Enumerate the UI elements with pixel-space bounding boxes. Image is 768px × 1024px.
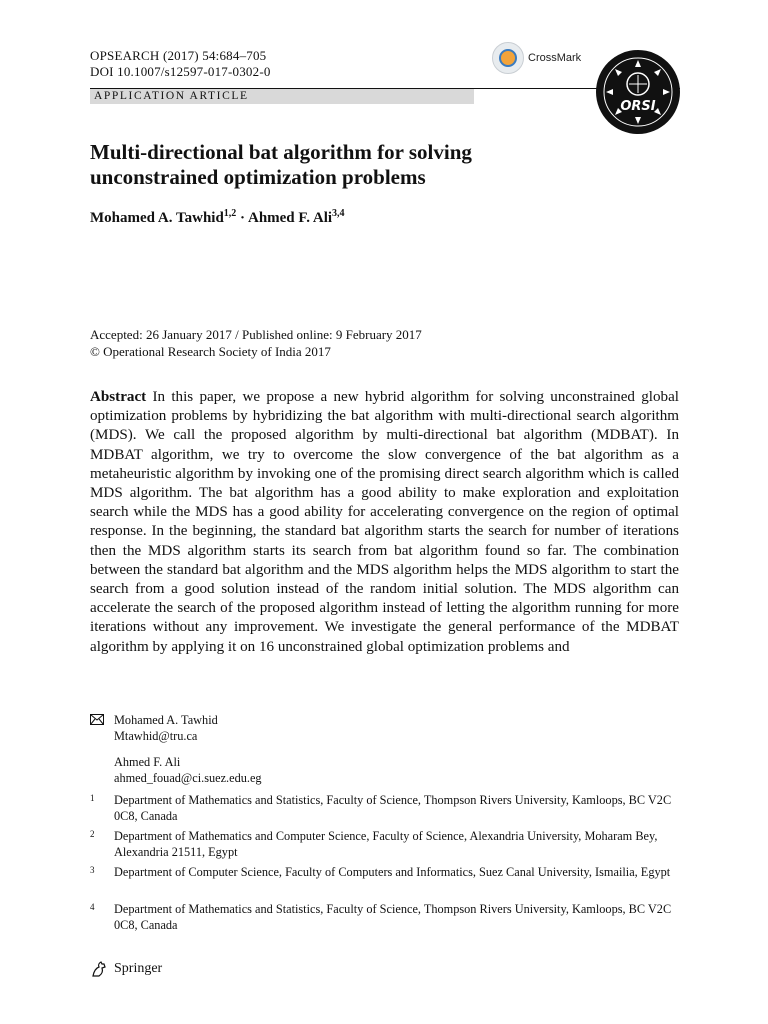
affiliation-footnote [90,864,680,880]
crossmark-icon [492,42,524,74]
envelope-icon [90,712,114,786]
contact-name: Ahmed F. Ali [114,755,181,769]
section-label: APPLICATION ARTICLE [94,90,249,102]
affiliation-number: 1 [90,793,95,803]
affiliation-number: 3 [90,865,95,875]
affiliation-number: 2 [90,829,95,839]
affiliation-text: Department of Mathematics and Statistics, Faculty of Science, Thompson Rivers University, Kamloops, BC V2C 0C8, Canada [114,902,672,932]
orsi-logo-text: ORSI [620,99,656,114]
abstract-text: In this paper, we propose a new hybrid algorithm for solving unconstrained global optimization problems by hybridizing the bat algorithm with multi-directional search algorithm (MDS). We call the proposed algorithm by multi-directional bat algorithm (MDBAT). In MDBAT algorithm, we try to overcome the slow convergence of the bat algorithm as a metaheuristic algorithm by invoking one of the promising direct search algorithm which is called MDS algorithm. The bat algorithm has a good ability to make exploration and exploitation search while the MDS has a good ability for accelerating convergence on the region of optimal response. In the beginning, the standard bat algorithm starts the search for number of iterations then the MDS algorithm starts its search from bat algorithm found so far. The combination between the standard bat algorithm and the MDS algorithm helps the MDS algorithm to start the search from a good solution instead of the random initial solution. The MDS algorithm can accelerate the search of the proposed algorithm instead of letting the algorithm running for more iterations without any improvement. We investigate the general performance of the MDBAT algorithm by applying it on 16 unconstrained global optimization problems and [90,389,679,655]
author-separator: · [236,210,248,226]
publication-dates [90,326,422,360]
journal-citation: OPSEARCH (2017) 54:684–705 [90,48,267,63]
affiliation-text: Department of Mathematics and Statistics, Faculty of Science, Thompson Rivers University, Kamloops, BC V2C 0C8, Canada [114,793,672,823]
abstract-heading: Abstract [90,389,147,405]
affiliation-footnote [90,792,680,824]
contact-entry [90,712,680,786]
springer-horse-icon [90,960,108,978]
crossmark-label: CrossMark [528,52,582,64]
affiliation-footnote [90,901,680,933]
publisher-name: Springer [114,961,163,976]
author-affiliation-ref: 1,2 [223,208,237,219]
contact-name: Mohamed A. Tawhid [114,713,218,727]
corresponding-authors [90,712,680,786]
author-list [90,208,345,227]
author-affiliation-ref: 3,4 [332,208,345,219]
affiliation-footnote [90,828,680,860]
abstract [90,388,679,657]
copyright: © Operational Research Society of India 2017 [90,344,331,359]
affiliation-text: Department of Mathematics and Computer Science, Faculty of Science, Alexandria University, Moharam Bey, Alexandria 21511, Egypt [114,829,658,859]
accepted-published: Accepted: 26 January 2017 / Published online: 9 February 2017 [90,327,422,342]
author-name[interactable]: Ahmed F. Ali [247,210,333,226]
doi[interactable]: DOI 10.1007/s12597-017-0302-0 [90,64,271,79]
affiliation-number: 4 [90,902,95,912]
affiliation-text: Department of Computer Science, Faculty of Computers and Informatics, Suez Canal University, Ismailia, Egypt [114,865,671,879]
article-title: Multi-directional bat algorithm for solving unconstrained optimization problems [90,140,472,189]
orsi-logo-icon [594,48,682,136]
contact-email[interactable]: ahmed_fouad@ci.suez.edu.eg [114,771,262,785]
author-name[interactable]: Mohamed A. Tawhid [90,210,224,226]
contact-email[interactable]: Mtawhid@tru.ca [114,729,198,743]
journal-header [90,48,271,80]
publisher-footer [90,960,162,978]
crossmark-button[interactable] [492,42,581,74]
